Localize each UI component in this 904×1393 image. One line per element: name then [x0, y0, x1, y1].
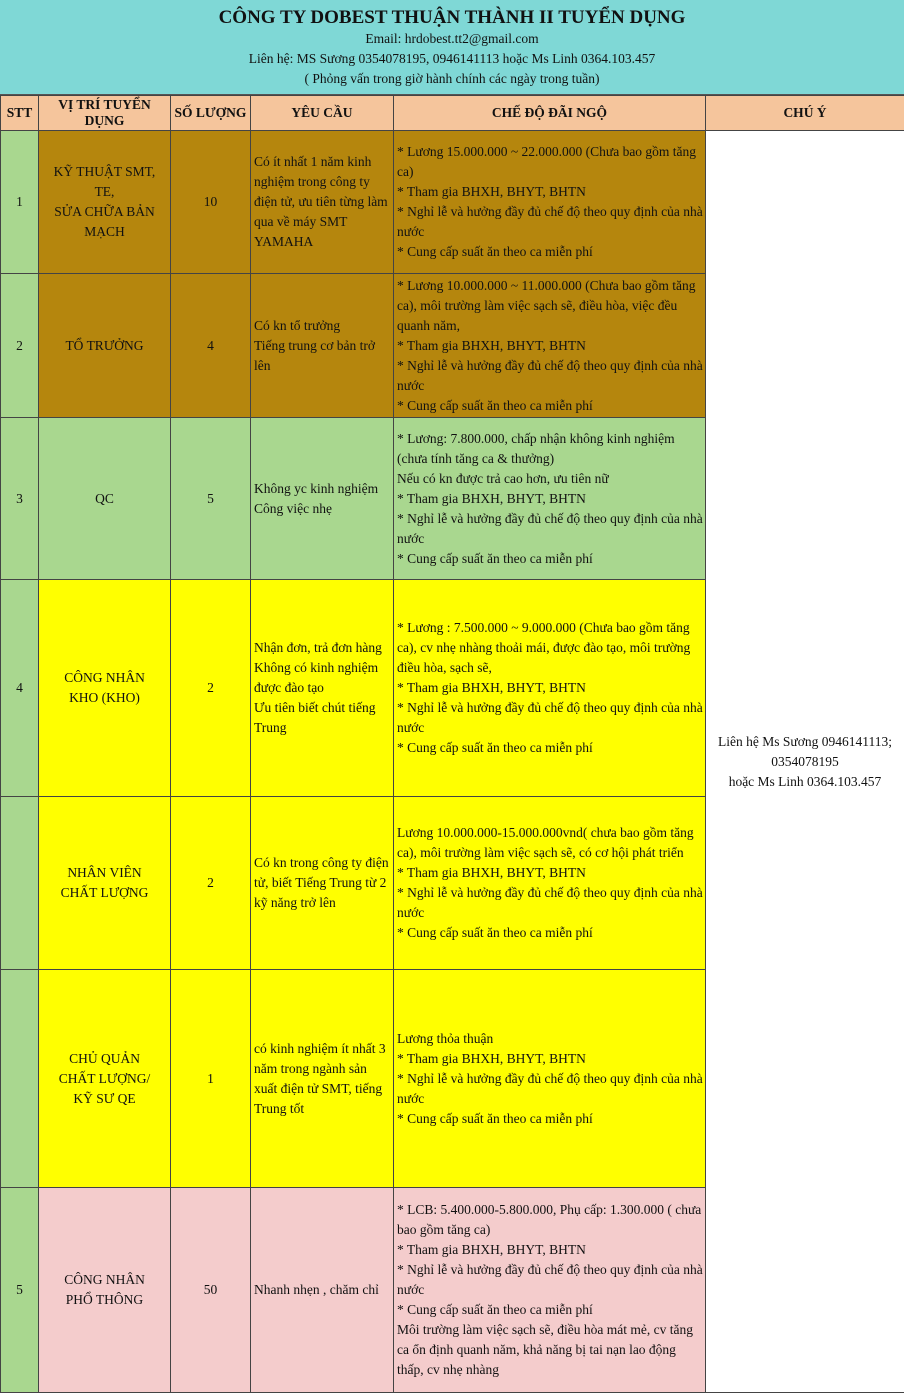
row-quantity: 1	[171, 970, 251, 1188]
recruitment-table	[0, 95, 904, 1393]
row-requirement: Có kn tổ trưởng Tiếng trung cơ bản trở lên	[251, 274, 394, 418]
row-stt	[1, 970, 39, 1188]
row-benefits: * Lương 10.000.000 ~ 11.000.000 (Chưa bao gồm tăng ca), môi trường làm việc sạch sẽ, điều hòa, việc đều quanh năm, * Tham gia BHXH, BHYT, BHTN * Nghỉ lễ và hưởng đầy đủ chế độ theo quy định của nhà nước * Cung cấp suất ăn theo ca miễn phí	[394, 274, 706, 418]
row-stt: 5	[1, 1188, 39, 1393]
col-header-note: CHÚ Ý	[706, 96, 904, 131]
row-requirement: Có kn trong công ty điện tử, biết Tiếng Trung từ 2 kỹ năng trở lên	[251, 797, 394, 970]
header-banner	[0, 0, 904, 95]
table-row	[1, 131, 904, 274]
col-header-stt: STT	[1, 96, 39, 131]
row-stt: 2	[1, 274, 39, 418]
col-header-requirement: YÊU CẦU	[251, 96, 394, 131]
row-benefits: Lương 10.000.000-15.000.000vnd( chưa bao gồm tăng ca), môi trường làm việc sạch sẽ, có cơ hội phát triển * Tham gia BHXH, BHYT, BHTN * Nghỉ lễ và hưởng đầy đủ chế độ theo quy định của nhà nước * Cung cấp suất ăn theo ca miễn phí	[394, 797, 706, 970]
row-stt: 1	[1, 131, 39, 274]
row-benefits: * LCB: 5.400.000-5.800.000, Phụ cấp: 1.300.000 ( chưa bao gồm tăng ca) * Tham gia BHXH, BHYT, BHTN * Nghỉ lễ và hưởng đầy đủ chế độ theo quy định của nhà nước * Cung cấp suất ăn theo ca miễn phí Môi trường làm việc sạch sẽ, điều hòa mát mẻ, cv tăng ca ổn định quanh năm, khả năng bị tai nạn lao động thấp, cv nhẹ nhàng	[394, 1188, 706, 1393]
row-benefits: * Lương: 7.800.000, chấp nhận không kinh nghiệm (chưa tính tăng ca & thưởng) Nếu có kn được trả cao hơn, ưu tiên nữ * Tham gia BHXH, BHYT, BHTN * Nghỉ lễ và hưởng đầy đủ chế độ theo quy định của nhà nước * Cung cấp suất ăn theo ca miễn phí	[394, 418, 706, 580]
contact-line: Liên hệ: MS Sương 0354078195, 0946141113 hoặc Ms Linh 0364.103.457	[0, 49, 904, 69]
row-quantity: 10	[171, 131, 251, 274]
row-benefits: * Lương : 7.500.000 ~ 9.000.000 (Chưa bao gồm tăng ca), cv nhẹ nhàng thoải mái, được đào tạo, môi trường điều hòa, sạch sẽ, * Tham gia BHXH, BHYT, BHTN * Nghỉ lễ và hưởng đầy đủ chế độ theo quy định của nhà nước * Cung cấp suất ăn theo ca miễn phí	[394, 580, 706, 797]
interview-note: ( Phỏng vấn trong giờ hành chính các ngày trong tuần)	[0, 69, 904, 89]
row-requirement: Nhanh nhẹn , chăm chỉ	[251, 1188, 394, 1393]
row-quantity: 50	[171, 1188, 251, 1393]
row-requirement: Có ít nhất 1 năm kinh nghiệm trong công ty điện tử, ưu tiên từng làm qua về máy SMT YAMAHA	[251, 131, 394, 274]
col-header-quantity: SỐ LƯỢNG	[171, 96, 251, 131]
row-stt: 4	[1, 580, 39, 797]
row-position: CÔNG NHÂN KHO (KHO)	[39, 580, 171, 797]
row-requirement: có kinh nghiệm ít nhất 3 năm trong ngành sản xuất điện tử SMT, tiếng Trung tốt	[251, 970, 394, 1188]
row-quantity: 4	[171, 274, 251, 418]
row-requirement: Nhận đơn, trả đơn hàng Không có kinh nghiệm được đào tạo Ưu tiên biết chút tiếng Trung	[251, 580, 394, 797]
row-benefits: * Lương 15.000.000 ~ 22.000.000 (Chưa bao gồm tăng ca) * Tham gia BHXH, BHYT, BHTN * Nghỉ lễ và hưởng đầy đủ chế độ theo quy định của nhà nước * Cung cấp suất ăn theo ca miễn phí	[394, 131, 706, 274]
row-position: CHỦ QUẢN CHẤT LƯỢNG/ KỸ SƯ QE	[39, 970, 171, 1188]
row-position: CÔNG NHÂN PHỔ THÔNG	[39, 1188, 171, 1393]
row-quantity: 2	[171, 797, 251, 970]
row-stt: 3	[1, 418, 39, 580]
row-position: TỔ TRƯỞNG	[39, 274, 171, 418]
row-quantity: 5	[171, 418, 251, 580]
email-line: Email: hrdobest.tt2@gmail.com	[0, 29, 904, 49]
table-header-row	[1, 96, 904, 131]
row-stt	[1, 797, 39, 970]
row-requirement: Không yc kinh nghiệm Công việc nhẹ	[251, 418, 394, 580]
row-position: QC	[39, 418, 171, 580]
contact-note: Liên hệ Ms Sương 0946141113; 0354078195 hoặc Ms Linh 0364.103.457	[706, 131, 904, 1393]
row-position: KỸ THUẬT SMT, TE, SỬA CHỮA BẢN MẠCH	[39, 131, 171, 274]
row-position: NHÂN VIÊN CHẤT LƯỢNG	[39, 797, 171, 970]
page-title: CÔNG TY DOBEST THUẬN THÀNH II TUYỂN DỤNG	[0, 0, 904, 29]
row-quantity: 2	[171, 580, 251, 797]
col-header-position: VỊ TRÍ TUYỂN DỤNG	[39, 96, 171, 131]
col-header-benefits: CHẾ ĐỘ ĐÃI NGỘ	[394, 96, 706, 131]
row-benefits: Lương thỏa thuận * Tham gia BHXH, BHYT, BHTN * Nghỉ lễ và hưởng đầy đủ chế độ theo quy định của nhà nước * Cung cấp suất ăn theo ca miễn phí	[394, 970, 706, 1188]
